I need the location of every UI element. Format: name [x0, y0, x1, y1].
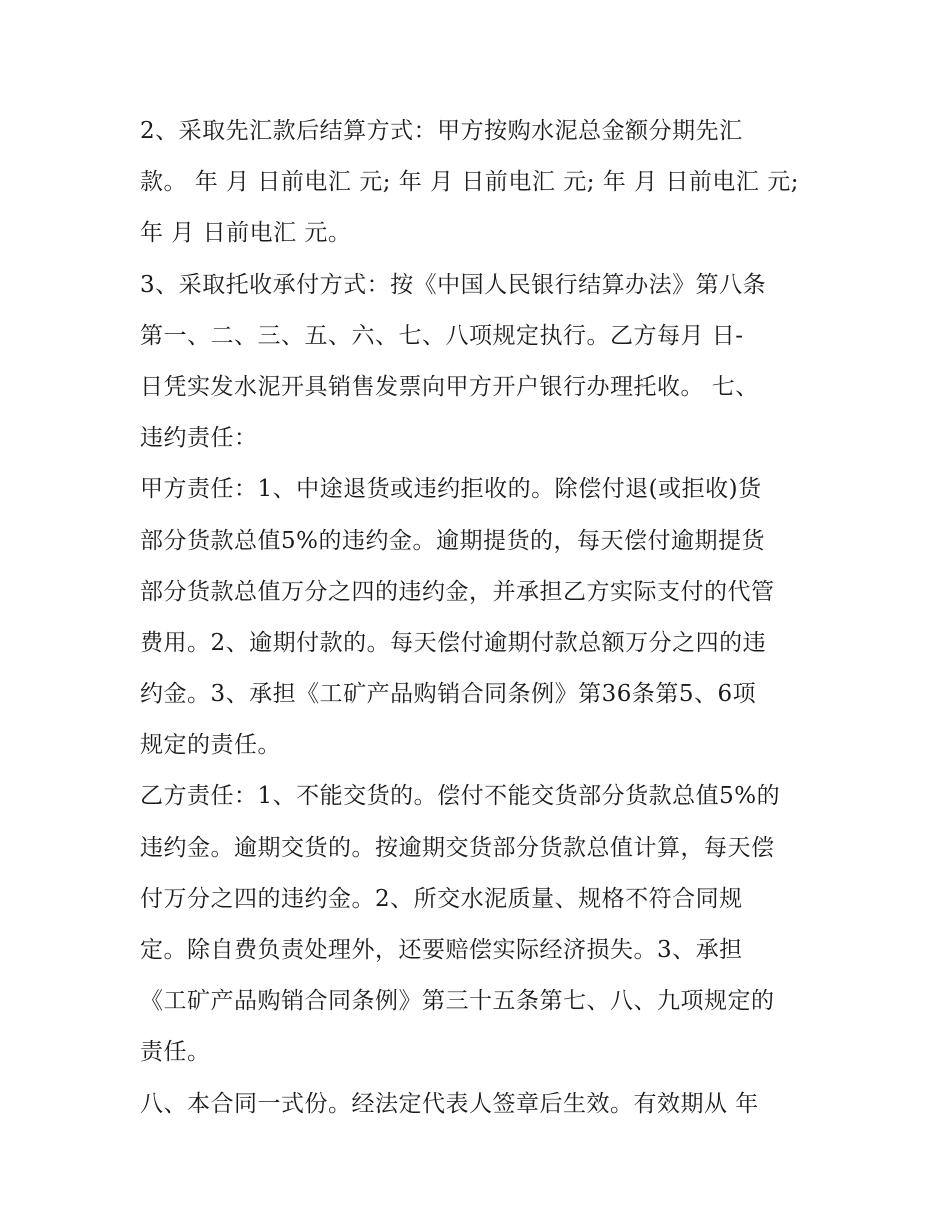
text-line: 乙方责任：1、不能交货的。偿付不能交货部分货款总值5%的 [140, 783, 781, 810]
text-line: 第一、二、三、五、六、七、八项规定执行。乙方每月 日- [140, 322, 744, 349]
text-line: 部分货款总值5%的违约金。逾期提货的，每天偿付逾期提货 [140, 527, 765, 554]
text-line: 八、本合同一式份。经法定代表人签章后生效。有效期从 年 [140, 1090, 759, 1117]
text-line: 违约金。逾期交货的。按逾期交货部分货款总值计算，每天偿 [140, 834, 775, 861]
text-line: 费用。2、逾期付款的。每天偿付逾期付款总额万分之四的违 [140, 629, 767, 656]
text-line: 责任。 [140, 1039, 211, 1066]
text-line: 2、采取先汇款后结算方式：甲方按购水泥总金额分期先汇 [140, 118, 743, 144]
document-body [140, 106, 820, 1130]
text-line: 日凭实发水泥开具销售发票向甲方开户银行办理托收。 七、 [140, 373, 759, 400]
text-line: 甲方责任：1、中途退货或违约拒收的。除偿付退(或拒收)货 [140, 476, 762, 503]
text-line: 约金。3、承担《工矿产品购销合同条例》第36条第5、6项 [140, 681, 757, 708]
text-line: 规定的责任。 [140, 732, 281, 759]
text-line: 《工矿产品购销合同条例》第三十五条第七、八、九项规定的 [140, 988, 775, 1015]
text-line: 违约责任： [140, 425, 258, 452]
text-line: 付万分之四的违约金。2、所交水泥质量、规格不符合同规 [140, 885, 743, 912]
text-line: 款。 年 月 日前电汇 元; 年 月 日前电汇 元; 年 月 日前电汇 元; [140, 169, 799, 196]
text-line: 3、采取托收承付方式：按《中国人民银行结算办法》第八条 [140, 271, 767, 298]
text-line: 定。除自费负责处理外，还要赔偿实际经济损失。3、承担 [140, 937, 743, 963]
text-line: 部分货款总值万分之四的违约金，并承担乙方实际支付的代管 [140, 578, 775, 605]
text-line: 年 月 日前电汇 元。 [140, 220, 352, 247]
